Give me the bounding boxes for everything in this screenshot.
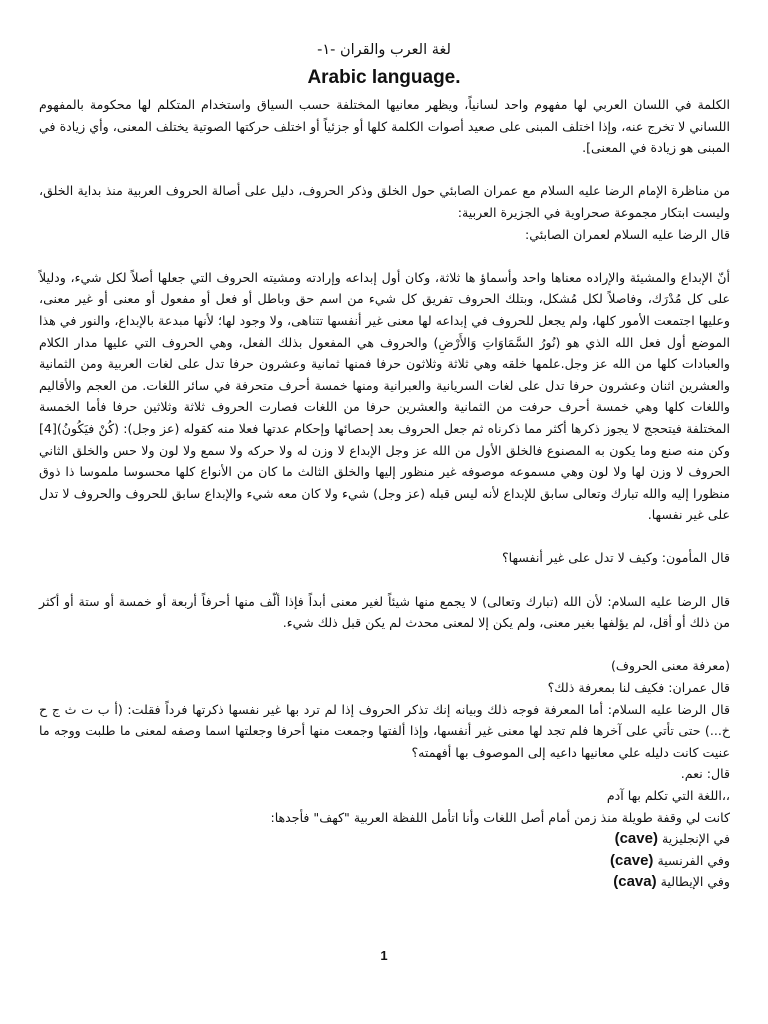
translation-line-french — [39, 850, 730, 872]
paragraph-rida-explanation: قال الرضا عليه السلام: أما المعرفة فوجه ذلك وبيانه إنك تذكر الحروف إذا لم ترد بها غير نفسها ذكرتها فرداً فقلت: (أ ب ت ث ج ح خ...) حتى تأتي على آخرها فلم تجد لها معنى غير أنفسها، وإذا ألفتها وجمعت منها أحرفا وجعلتها اسما وصفه لمعنى ما طلبت ووجه ما عنيت كانت دليله علي معانيها داعيه إلى الموصوف بها أفهمته؟ — [39, 701, 730, 760]
translation-line-italian — [39, 871, 730, 893]
document-body — [39, 94, 730, 893]
section-heading-adam-language: ،،اللغة التي تكلم بها آدم — [606, 788, 730, 803]
document-title: لغة العرب والقران -١- — [317, 42, 451, 58]
section-heading-letters-meaning: (معرفة معنى الحروف) — [610, 658, 730, 674]
translation-prefix: وفي الإيطالية — [660, 874, 730, 890]
translation-prefix: في الإنجليزية — [661, 831, 730, 847]
paragraph-yes: قال: نعم. — [680, 766, 730, 782]
document-subtitle: Arabic language. — [307, 67, 461, 88]
translation-word: (cave) — [610, 851, 654, 869]
paragraph-kahf-intro: كانت لي وقفة طويلة منذ زمن أمام أصل اللغات وأنا اتأمل اللفظة العربية "كهف" فأجدها: — [270, 809, 730, 825]
translation-line-english — [39, 828, 730, 850]
translation-word: (cava) — [613, 873, 657, 891]
paragraph-rida-answer: قال الرضا عليه السلام: لأن الله (تبارك وتعالى) لا يجمع منها شيئاً لغير معنى أبداً فإذا ألّف منها أحرفاً أربعة أو خمسة أو ستة أو أكثر من ذلك أو أقل، لم يؤلفها بغير معنى، ولم يكن إلا لمعنى محدث لم يكن قبل ذلك شيء. — [39, 593, 730, 631]
paragraph-imran-question: قال عمران: فكيف لنا بمعرفة ذلك؟ — [547, 680, 730, 696]
paragraph-intro: الكلمة في اللسان العربي لها مفهوم واحد لسانياً، ويظهر معانيها المختلفة حسب السياق واستخدام المتكلم لها محكومة بالمفهوم اللساني لا تخرج عنه، وإذا اختلف المبنى على صعيد أصوات الكلمة كلها أو جزئياً أو اختلف حركتها الصوتية يختلف المعنى، وأي زيادة في المبنى هو زيادة في المعنى]. — [39, 97, 730, 156]
paragraph-mamun-question: قال المأمون: وكيف لا تدل على غير أنفسها؟ — [501, 550, 730, 566]
translation-prefix: وفي الفرنسية — [657, 852, 730, 868]
paragraph-debate-intro: من مناظرة الإمام الرضا عليه السلام مع عمران الصابئي حول الخلق وذكر الحروف، دليل على أصالة الحروف العربية منذ بداية الخلق، وليست ابتكار مجموعة صحراوية في الجزيرة العربية: — [39, 183, 730, 220]
paragraph-creation-letters: أنّ الإبداع والمشيئة والإراده معناها واحد وأسماؤ ها ثلاثة، وكان أول إبداعه وإرادته ومشيته الحروف التي جعلها أصلاً لكل شيء، ودليلاً على كل مُدْرَك، وفاصلاً لكل مُشكل، وبتلك الحروف تفريق كل شيء من اسم حق وباطل أو فعل أو مفعول أو معنى أو غير معنى، وعليها اجتمعت الأمور كلها، ولم يجعل للحروف في إبداعه لها معنى غير أنفسها تتناهى، ولا وجود لها؛ لأنها مبدعة بالإبداع، والنور في هذا الموضع أول فعل الله الذي هو (نُورُ السَّمَاوَاتِ وَالأَرْضِ) والحروف هي المفعول بذلك الفعل، وهي الحروف التي عليها مدار الكلام والعبادات كلها من الله عز وجل.علمها خلقه وهي ثلاثة وثلاثون حرفا فمنها ثمانية وعشرون حرفا تدل على لغات العربية ومن الثمانية والعشرين اثنان وعشرون حرفا تدل على لغات السريانية والعبرانية ومنها خمسة أحرف متحرفة في سائر اللغات. من العجم والأقاليم واللغات كلها وهي خمسة أحرف حرفت من الثمانية والعشرين حرفا من اللغات فصارت الحروف ثلاثة وثلاثين حرفا فأما الخمسة المختلفة فيتحجج لا يجوز ذكرها أكثر مما ذكرناه ثم جعل الحروف بعد إحصائها وإحكام عدتها فعلا منه كقوله (عز وجل): (كُنْ فيَكُونُ)[4] وكن منه صنع وما يكون به المصنوع فالخلق الأول من الله عز وجل الإبداع لا وزن له ولا حركه ولا سمع ولا لون ولا حس والخلق الثاني الحروف لا وزن لها ولا لون وهي مسموعه موصوفه غير منظور إليها والخلق الثالث ما كان من الأنواع كلها محسوسا ملموسا ذا ذوق منظورا إليه والله تبارك وتعالى سابق للإبداع لأنه ليس قبله (عز وجل) شيء ولا كان معه شيء والإبداع سابق للحروف والحروف لا تدل على غير نفسها. — [39, 269, 730, 523]
paragraph-rida-said: قال الرضا عليه السلام لعمران الصابئي: — [525, 226, 730, 242]
translation-word: (cave) — [614, 830, 658, 848]
page-number: 1 — [380, 948, 388, 963]
